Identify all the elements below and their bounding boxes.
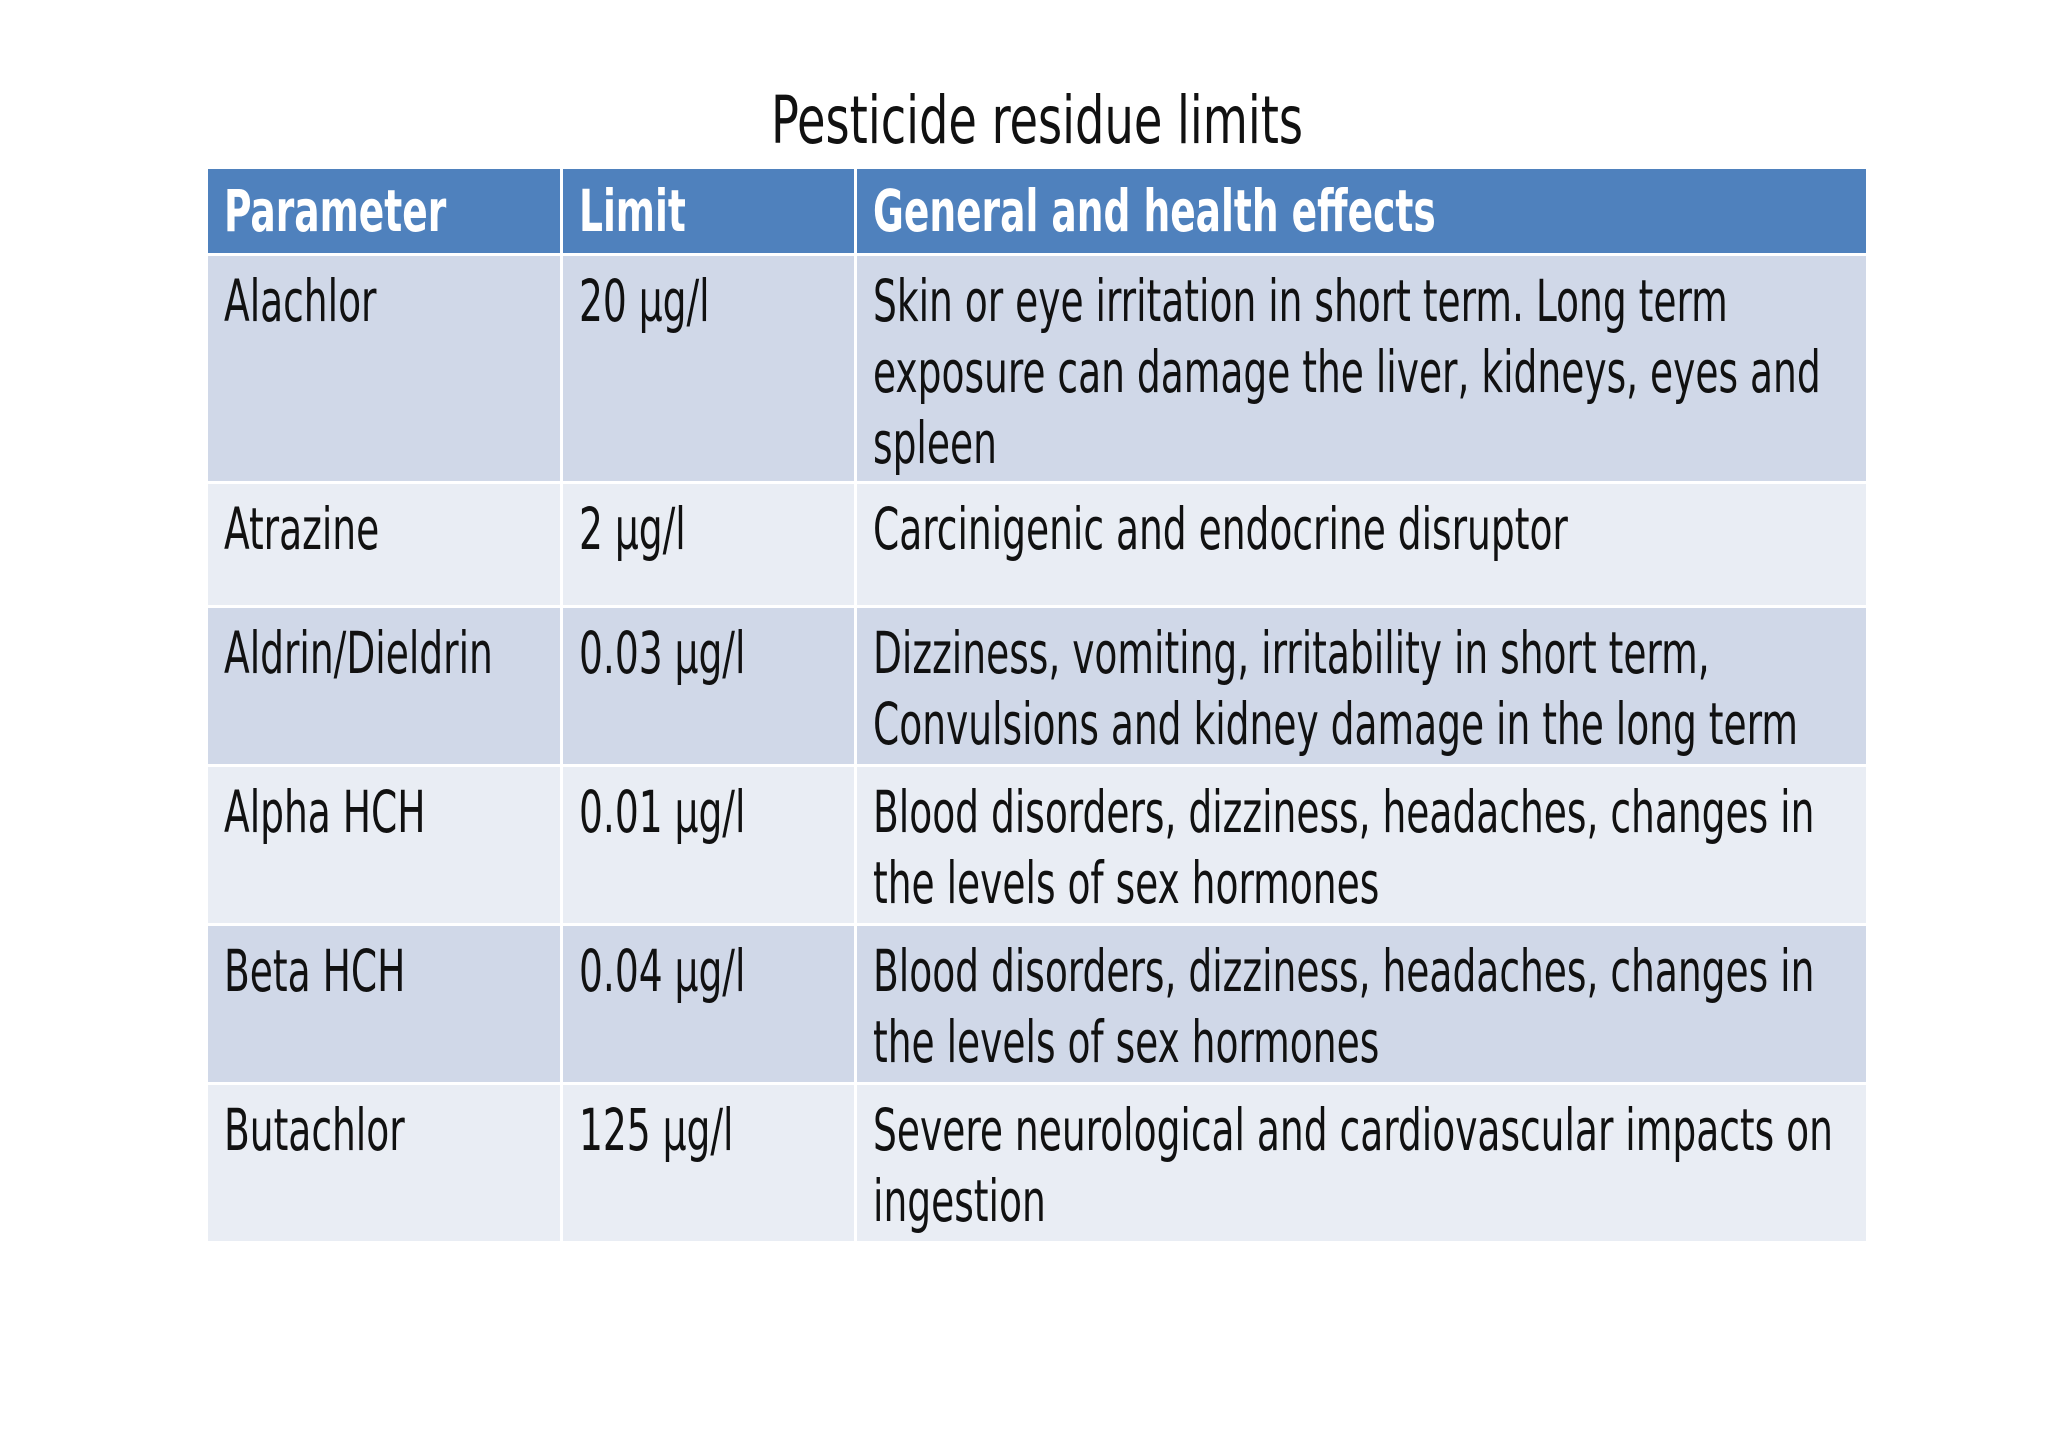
cell-effects: Blood disorders, dizziness, headaches, changes in the levels of sex hormones xyxy=(857,926,1866,1082)
header-limit: Limit xyxy=(563,169,854,253)
cell-parameter: Alpha HCH xyxy=(208,767,560,923)
cell-effects: Skin or eye irritation in short term. Long term exposure can damage the liver, kidneys, eyes and spleen xyxy=(857,256,1866,481)
table-row xyxy=(208,608,1866,764)
cell-parameter: Beta HCH xyxy=(208,926,560,1082)
page-title: Pesticide residue limits xyxy=(770,82,1304,159)
header-effects: General and health effects xyxy=(857,169,1866,253)
header-parameter: Parameter xyxy=(208,169,560,253)
cell-effects: Severe neurological and cardiovascular impacts on ingestion xyxy=(857,1085,1866,1241)
cell-limit: 20 µg/l xyxy=(563,256,854,481)
cell-effects: Dizziness, vomiting, irritability in short term, Convulsions and kidney damage in the long term xyxy=(857,608,1866,764)
cell-limit: 0.04 µg/l xyxy=(563,926,854,1082)
table-row xyxy=(208,256,1866,481)
table-row xyxy=(208,484,1866,605)
cell-limit: 0.01 µg/l xyxy=(563,767,854,923)
table-row xyxy=(208,767,1866,923)
cell-parameter: Atrazine xyxy=(208,484,560,605)
cell-limit: 2 µg/l xyxy=(563,484,854,605)
table-row xyxy=(208,1085,1866,1241)
table-header-row xyxy=(208,169,1866,253)
cell-effects: Blood disorders, dizziness, headaches, changes in the levels of sex hormones xyxy=(857,767,1866,923)
cell-parameter: Butachlor xyxy=(208,1085,560,1241)
pesticide-table xyxy=(205,166,1869,1244)
cell-effects: Carcinigenic and endocrine disruptor xyxy=(857,484,1866,605)
cell-parameter: Aldrin/Dieldrin xyxy=(208,608,560,764)
cell-limit: 0.03 µg/l xyxy=(563,608,854,764)
cell-parameter: Alachlor xyxy=(208,256,560,481)
cell-limit: 125 µg/l xyxy=(563,1085,854,1241)
table-row xyxy=(208,926,1866,1082)
pesticide-table-container xyxy=(208,169,1866,1244)
